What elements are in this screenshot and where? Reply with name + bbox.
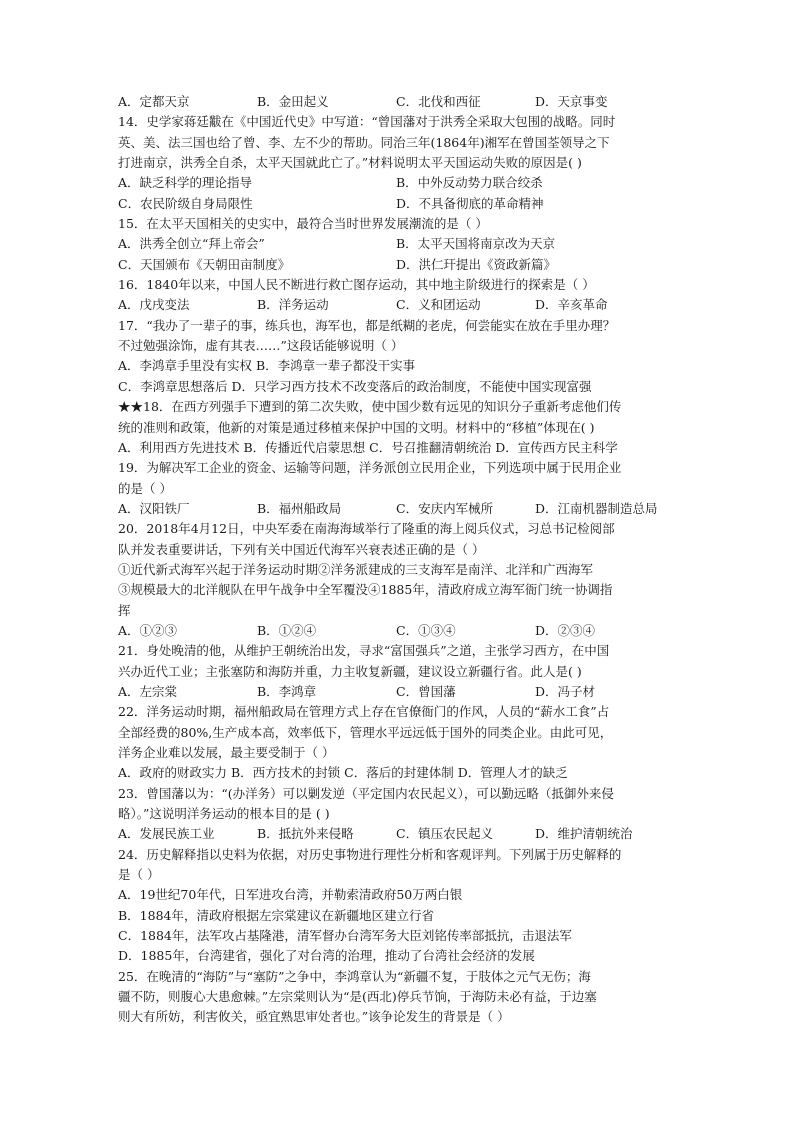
q14-stem-line: 打进南京，洪秀全自杀，太平天国就此亡了。”材料说明太平天国运动失败的原因是( ) [118, 155, 582, 171]
q19-option-c: C．安庆内军械所 [396, 500, 494, 516]
q20-stem-line: ①近代新式海军兴起于洋务运动时期②洋务派建成的三支海军是南洋、北洋和广西海军 [118, 561, 594, 577]
q13-option-d: D．天京事变 [535, 94, 608, 109]
q23-option-c: C．镇压农民起义 [396, 826, 494, 842]
q13-options [118, 92, 678, 112]
q20-option-c: C．①③④ [396, 622, 456, 638]
q21-option-b: B．李鸿章 [257, 683, 317, 699]
q22-stem-line: 22．洋务运动时期，福州船政局在管理方式上存在官僚衙门的作风，人员的“薪水工食”占 [118, 704, 610, 720]
q22-stem-line: 洋务企业难以发展，最主要受制于（ ） [118, 745, 335, 760]
q21-option-c: C．曾国藩 [396, 683, 456, 699]
q20-stem-line: 挥 [118, 602, 131, 618]
q18-stem-line: 统的准则和政策，他新的对策是通过移植来保护中国的文明。材料中的“移植”体现在( ) [118, 419, 595, 435]
q14-options-row [118, 194, 678, 214]
q15-options-row [118, 234, 678, 254]
q24-option-d: D．1885年，台湾建省，强化了对台湾的治理，推动了台湾社会经济的发展 [118, 948, 535, 964]
q20-stem-line: ③规模最大的北洋舰队在甲午战争中全军覆没④1885年，清政府成立海军衙门统一协调指 [118, 582, 613, 598]
q16-option-a: A．戊戌变法 [118, 297, 190, 313]
q16-options [118, 295, 678, 315]
q19-stem-line: 的是（ ） [118, 480, 172, 496]
q14-option-c: C．农民阶级自身局限性 [118, 195, 253, 211]
q15-option-d: D．洪仁玕提出《资政新篇》 [396, 256, 557, 272]
q24-stem-line: 是（ ） [118, 867, 160, 883]
q18-options: A．利用西方先进技术 B．传播近代启蒙思想 C．号召推翻清朝统治 D．宣传西方民主科学 [118, 439, 618, 455]
q19-stem-line: 19．为解决军工企业的资金、运输等问题，洋务派创立民用企业，下列选项中属于民用企业 [118, 460, 622, 476]
q20-option-a: A．①②③ [118, 622, 178, 638]
q18-stem-line: ★★18．在西方列强手下遭到的第二次失败，使中国少数有远见的知识分子重新考虑他们传 [118, 399, 622, 415]
q16-option-c: C．义和团运动 [396, 297, 481, 313]
q14-stem-line: 英、美、法三国也给了曾、李、左不少的帮助。同治三年(1864年)湘军在曾国荃领导之下 [118, 134, 610, 150]
q20-stem-line: 20．2018年4月12日，中央军委在南海海域举行了隆重的海上阅兵仪式，习总书记检阅部 [118, 521, 615, 537]
q25-stem-line: 则大有所妨，利害攸关，亟宜熟思审处者也。”该争论发生的背景是（ ） [118, 1009, 510, 1025]
q13-option-b: B．金田起义 [257, 94, 329, 109]
q14-stem-line: 14．史学家蒋廷黻在《中国近代史》中写道：“曾国藩对于洪秀全采取大包围的战略。同时 [118, 114, 616, 130]
q17-option-cd: C．李鸿章思想落后 D．只学习西方技术不改变落后的政治制度，不能使中国实现富强 [118, 378, 592, 394]
q21-stem-line: 21．身处晚清的他，从维护王朝统治出发，寻求“富国强兵”之道，主张学习西方，在中国 [118, 643, 610, 659]
q21-stem-line: 兴办近代工业；主张塞防和海防并重，力主收复新疆，建议设立新疆行省。此人是( ) [118, 663, 582, 679]
q22-stem-line: 全部经费的80%,生产成本高，效率低下，管理水平远远低于国外的同类企业。由此可见， [118, 724, 613, 740]
q14-options-row [118, 173, 678, 193]
q19-option-b: B．福州船政局 [257, 500, 342, 516]
q23-options [118, 824, 678, 844]
q25-stem-line: 疆不防，则腹心大患愈棘。”左宗棠则认为“是(西北)停兵节饷，于海防未必有益，于边塞 [118, 989, 597, 1005]
q19-option-a: A．汉阳铁厂 [118, 500, 190, 516]
q24-option-c: C．1884年，法军攻占基隆港，清军督办台湾军务大臣刘铭传率部抵抗，击退法军 [118, 928, 572, 944]
q17-stem-line: 17．“我办了一辈子的事，练兵也，海军也，都是纸糊的老虎，何尝能实在放在手里办理？ [118, 317, 616, 333]
q23-option-a: A．发展民族工业 [118, 826, 215, 842]
q22-options: A．政府的财政实力 B．西方技术的封锁 C．落后的封建体制 D．管理人才的缺乏 [118, 765, 568, 781]
q19-option-d: D．江南机器制造总局 [535, 500, 658, 516]
q20-option-b: B．①②④ [257, 622, 317, 638]
q15-option-b: B．太平天国将南京改为天京 [396, 236, 556, 252]
q23-stem-line: 略）。”这说明洋务运动的根本目的是 ( ) [118, 806, 330, 822]
q16-option-d: D．辛亥革命 [535, 297, 608, 313]
q15-stem-line: 15．在太平天国相关的史实中，最符合当时世界发展潮流的是（ ） [118, 216, 488, 232]
q24-stem-line: 24．历史解释指以史料为依据，对历史事物进行理性分析和客观评判。下列属于历史解释的 [118, 846, 622, 862]
q20-options [118, 621, 678, 641]
q14-option-b: B．中外反动势力联合绞杀 [396, 175, 543, 191]
q21-option-d: D．冯子材 [535, 683, 596, 699]
q17-stem-line: 不过勉强涂饰，虚有其表……”这段话能够说明（ ） [118, 338, 404, 354]
q23-option-d: D．维护清朝统治 [535, 826, 633, 842]
q16-stem-line: 16．1840年以来，中国人民不断进行救亡图存运动，其中地主阶级进行的探索是（ ） [118, 277, 595, 293]
q19-options [118, 499, 678, 519]
q20-stem-line: 队并发表重要讲话，下列有关中国近代海军兴衰表述正确的是（ ） [118, 541, 485, 557]
q15-options-row [118, 255, 678, 275]
q14-option-d: D．不具备彻底的革命精神 [396, 195, 544, 211]
q25-stem-line: 25．在晚清的“海防”与“塞防”之争中，李鸿章认为“新疆不复，于肢体之元气无伤；海 [118, 968, 591, 984]
q13-option-a: A．定都天京 [118, 94, 190, 109]
q21-option-a: A．左宗棠 [118, 683, 178, 699]
q15-option-c: C．天国颁布《天朝田亩制度》 [118, 256, 291, 272]
q23-stem-line: 23．曾国藩以为：“(办洋务）可以剿发逆（平定国内农民起义），可以勤远略（抵御外来侵 [118, 785, 614, 801]
q20-option-d: D．②③④ [535, 622, 596, 638]
q23-option-b: B．抵抗外来侵略 [257, 826, 354, 842]
q24-option-b: B．1884年，清政府根据左宗棠建议在新疆地区建立行省 [118, 907, 434, 923]
q16-option-b: B．洋务运动 [257, 297, 329, 313]
q24-option-a: A．19世纪70年代，日军进攻台湾，并勒索清政府50万两白银 [118, 887, 463, 903]
exam-page [118, 92, 678, 1028]
q13-option-c: C．北伐和西征 [396, 94, 481, 109]
q14-option-a: A．缺乏科学的理论指导 [118, 175, 253, 191]
q15-option-a: A．洪秀全创立“拜上帝会” [118, 236, 265, 252]
q17-option-ab: A．李鸿章手里没有实权 B．李鸿章一辈子都没干实事 [118, 358, 416, 374]
q21-options [118, 682, 678, 702]
